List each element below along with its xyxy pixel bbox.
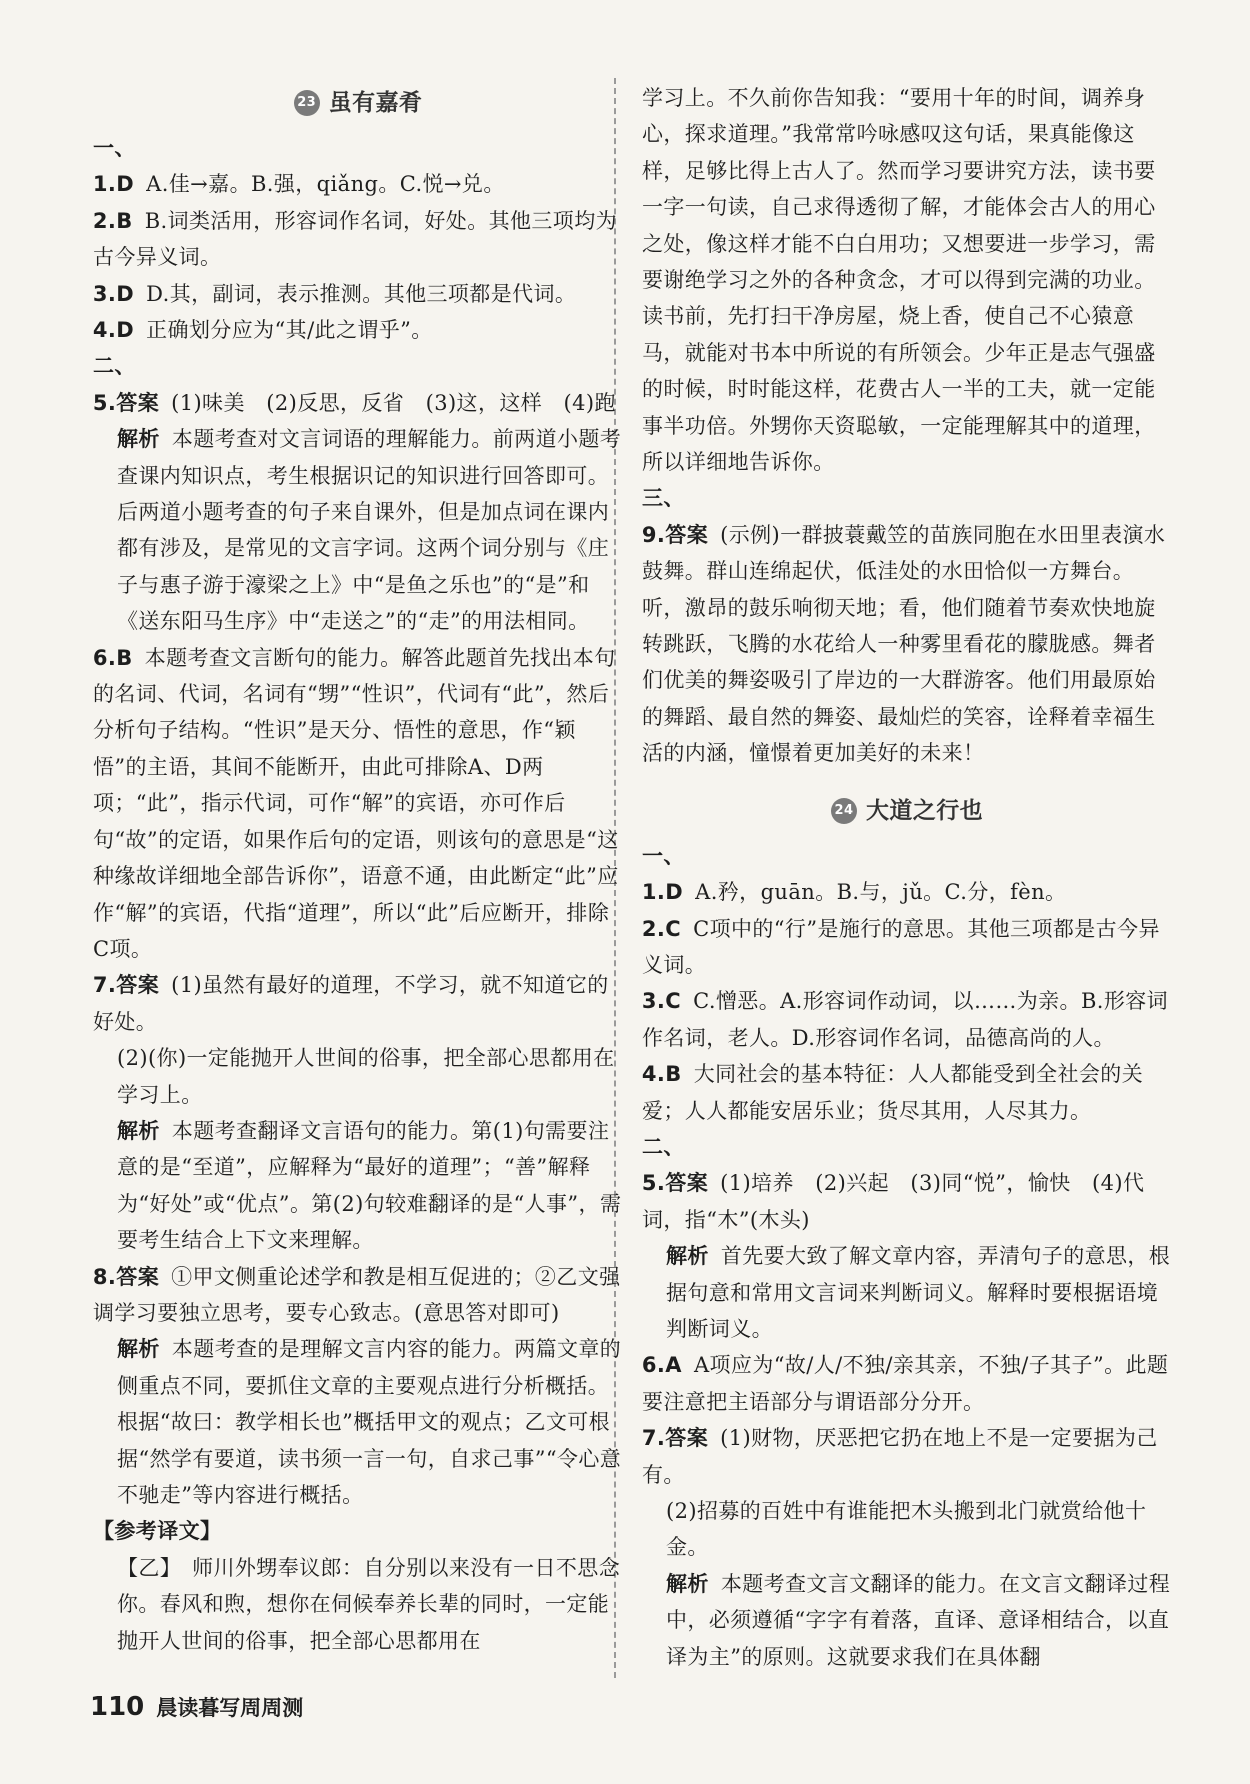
question-number: 4.B [641, 1062, 682, 1087]
part-heading: 二、 [642, 1133, 685, 1159]
analysis-text: 本题考查翻译文言语句的能力。第(1)句需要注意的是“至道”，应解释为“最好的道理”；“善”解释为“好处”或“优点”。第(2)句较难翻译的是“人事”，需要考生结合上下文来理解。 [117, 1118, 622, 1253]
part-heading: 一、 [642, 842, 685, 868]
translation-continued: 学习上。不久前你告知我：“要用十年的时间，调养身心，探求道理。”我常常吟咏感叹这句话，果真能像这样，足够比得上古人了。然而学习要讲究方法，读书要一字一句读，自己求得透彻了解，才能体会古人的用心之处，像这样才能不白白用功；又想要进一步学习，需要谢绝学习之外的各种贪念，才可以得到完满的功业。读书前，先打扫干净房屋，烧上香，使自己不心猿意马，就能对书本中所说的有所领会。少年正是志气强盛的时候，时时能这样，花费古人一半的工夫，就一定能事半功倍。外甥你天资聪敏，一定能理解其中的道理，所以详细地告诉你。 [642, 86, 1156, 475]
reference-translation-title: 【参考译文】 [93, 1518, 222, 1544]
analysis-text: 本题考查的是理解文言内容的能力。两篇文章的侧重点不同，要抓住文章的主要观点进行分析概括。根据“故曰：教学相长也”概括甲文的观点；乙文可根据“然学有要道，读书须一言一句，自求己事”“令心意不驰走”等内容进行概括。 [117, 1337, 622, 1507]
question-3 [93, 276, 623, 312]
analysis-text: 首先要大致了解文章内容，弄清句子的意思，根据句意和常用文言词来判断词义。解释时要根据语境判断词义。 [666, 1244, 1171, 1341]
analysis-label: 解析 [666, 1570, 709, 1596]
analysis [642, 1566, 1172, 1675]
analysis-text: 本题考查文言文翻译的能力。在文言文翻译过程中，必须遵循“字字有着落，直译、意译相结合，以直译为主”的原则。这就要求我们在具体翻 [666, 1571, 1171, 1669]
section-title-text: 大道之行也 [866, 797, 983, 824]
question-text: 本题考查文言断句的能力。解答此题首先找出本句的名词、代词，名词有“甥”“性识”，代词有“此”，然后分析句子结构。“性识”是天分、悟性的意思，作“颖悟”的主语，其间不能断开，由此可排除A、D两项；“此”，指示代词，可作“解”的宾语，亦可作后句“故”的定语，如果作后句的定语，则该句的意思是“这种缘故详细地全部告诉你”，语意不通，由此断定“此”应作“解”的宾语，代指“道理”，所以“此”后应断开，排除C项。 [93, 645, 619, 961]
answer-text: (1)味美 (2)反思，反省 (3)这，这样 (4)跑 [171, 390, 616, 415]
analysis [93, 421, 623, 639]
section-number-badge: 24 [831, 798, 857, 824]
question-text: D.其，副词，表示推测。其他三项都是代词。 [146, 281, 577, 306]
answer-text: (1)培养 (2)兴起 (3)同“悦”，愉快 (4)代词，指“木”(木头) [642, 1171, 1145, 1232]
question-7 [93, 967, 623, 1040]
left-column [93, 80, 623, 1659]
question-number: 1.D [92, 172, 135, 197]
analysis-text: 本题考查对文言词语的理解能力。前两道小题考查课内知识点，考生根据识记的知识进行回答即可。后两道小题考查的句子来自课外，但是加点词在课内都有涉及，是常见的文言字词。这两个词分别与《庄子与惠子游于濠梁之上》中“是鱼之乐也”的“是”和《送东阳马生序》中“走送之”的“走”的用法相同。 [117, 427, 622, 634]
section-number-badge: 23 [294, 90, 320, 116]
question-1 [642, 874, 1172, 910]
question-6 [93, 640, 623, 968]
part-heading: 三、 [642, 485, 685, 511]
question-number: 3.C [641, 989, 682, 1014]
section-title-text: 虽有嘉肴 [328, 89, 423, 116]
question-number: 2.B [92, 208, 133, 233]
question-2 [93, 203, 623, 276]
reference-translation-text: 【乙】 师川外甥奉议郎：自分别以来没有一日不思念你。春风和煦，想你在伺候奉养长辈的同时，一定能抛开人世间的俗事，把全部心思都用在 [117, 1555, 621, 1653]
question-number: 6.B [92, 645, 133, 670]
question-number: 2.C [641, 916, 682, 941]
question-number: 5.答案 [641, 1171, 709, 1196]
answer-text: (1)财物，厌恶把它扔在地上不是一定要据为己有。 [642, 1426, 1158, 1487]
part-heading: 二、 [93, 353, 136, 379]
question-text: C项中的“行”是施行的意思。其他三项都是古今异义词。 [642, 916, 1160, 977]
right-column [642, 80, 1172, 1675]
question-1 [93, 166, 623, 202]
analysis [642, 1238, 1172, 1347]
question-3 [642, 983, 1172, 1056]
question-text: A.矜，guān。B.与，jǔ。C.分，fèn。 [695, 880, 1067, 905]
analysis-label: 解析 [666, 1243, 709, 1269]
question-text: B.词类活用，形容词作名词，好处。其他三项均为古今异义词。 [93, 208, 618, 270]
question-text: A.佳→嘉。B.强，qiǎng。C.悦→兑。 [146, 172, 505, 197]
analysis [93, 1331, 623, 1513]
question-text: 正确划分应为“其/此之谓乎”。 [146, 318, 433, 343]
question-number: 9.答案 [641, 522, 709, 547]
question-number: 7.答案 [641, 1426, 709, 1451]
section-23-title [93, 80, 623, 126]
answer-text: (示例)一群披蓑戴笠的苗族同胞在水田里表演水鼓舞。群山连绵起伏，低洼处的水田恰似一方舞台。听，激昂的鼓乐响彻天地；看，他们随着节奏欢快地旋转跳跃，飞腾的水花给人一种雾里看花的朦胧感。舞者们优美的舞姿吸引了岸边的一大群游客。他们用最原始的舞蹈、最自然的舞姿、最灿烂的笑容，诠释着幸福生活的内涵，憧憬着更加美好的未来！ [642, 522, 1166, 766]
question-7 [642, 1420, 1172, 1493]
question-text: A项应为“故/人/不独/亲其亲，不独/子其子”。此题要注意把主语部分与谓语部分分开。 [642, 1353, 1169, 1414]
answer-part-2: (2)招募的百姓中有谁能把木头搬到北门就赏给他十金。 [666, 1498, 1147, 1560]
analysis-label: 解析 [117, 426, 160, 452]
answer-text: ①甲文侧重论述学和教是相互促进的；②乙文强调学习要独立思考，要专心致志。(意思答对即可) [93, 1264, 621, 1325]
question-4 [93, 312, 623, 348]
question-number: 3.D [92, 281, 135, 306]
question-number: 8.答案 [92, 1264, 160, 1289]
question-text: C.憎恶。A.形容词作动词，以……为亲。B.形容词作名词，老人。D.形容词作名词，品德高尚的人。 [642, 989, 1169, 1050]
answer-text: (1)虽然有最好的道理，不学习，就不知道它的好处。 [93, 973, 609, 1034]
part-heading: 一、 [93, 135, 136, 160]
book-title: 晨读暮写周周测 [156, 1695, 304, 1720]
analysis [93, 1113, 623, 1259]
question-9 [642, 517, 1172, 772]
question-8 [93, 1259, 623, 1332]
question-number: 4.D [92, 318, 135, 343]
question-number: 7.答案 [92, 973, 160, 998]
question-4 [642, 1056, 1172, 1129]
page-number: 110 [90, 1692, 145, 1722]
question-5 [642, 1165, 1172, 1238]
analysis-label: 解析 [117, 1336, 160, 1362]
question-5 [93, 385, 623, 421]
section-24-title [642, 788, 1172, 834]
page-footer [90, 1692, 303, 1732]
question-number: 5.答案 [92, 390, 160, 415]
question-2 [642, 911, 1172, 984]
question-number: 1.D [641, 880, 684, 905]
question-number: 6.A [641, 1353, 682, 1378]
analysis-label: 解析 [117, 1117, 160, 1143]
question-text: 大同社会的基本特征：人人都能受到全社会的关爱；人人都能安居乐业；货尽其用，人尽其力。 [642, 1062, 1144, 1123]
answer-part-2: (2)(你)一定能抛开人世间的俗事，把全部心思都用在学习上。 [117, 1046, 615, 1107]
question-6 [642, 1347, 1172, 1420]
